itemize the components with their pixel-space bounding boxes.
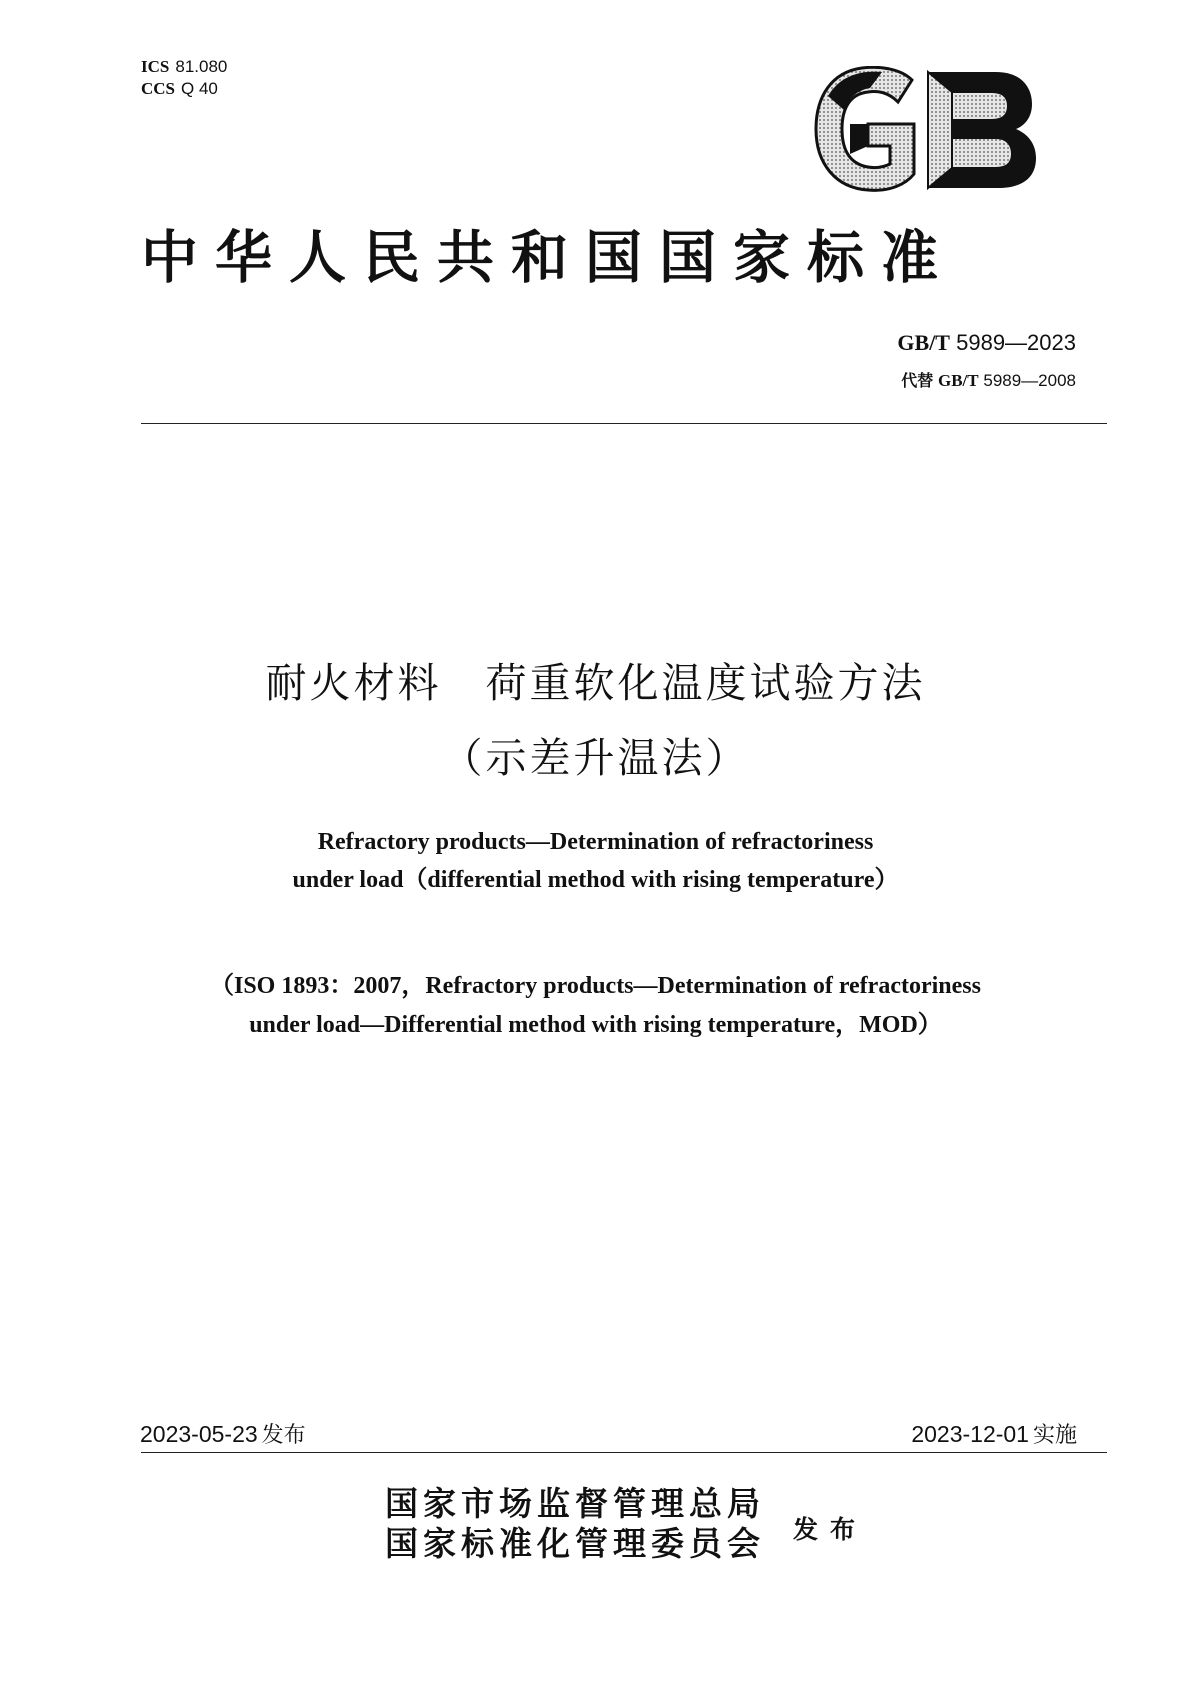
publish-label: 发布: [261, 1423, 306, 1448]
replaces-prefix: GB/T: [938, 371, 979, 390]
standard-prefix: GB/T: [897, 330, 950, 355]
implement-date: [911, 1418, 1077, 1449]
ccs-label: CCS: [141, 79, 176, 98]
publish-date-value: 2023-05-23: [140, 1421, 258, 1447]
national-standard-banner: 中华人民共和国国家标准: [141, 225, 955, 291]
title-en-line1: Refractory products—Determination of refractoriness: [317, 829, 874, 855]
ccs-code: [141, 78, 227, 100]
ccs-value: Q 40: [181, 79, 218, 98]
issuer-samr: 国家市场监督管理总局: [385, 1484, 765, 1523]
publish-date: [140, 1418, 306, 1449]
replaces-standard: [901, 368, 1076, 391]
issuing-bodies: [385, 1484, 765, 1564]
replaces-label: 代替: [901, 371, 934, 390]
standard-number: [897, 330, 1076, 356]
implement-date-value: 2023-12-01: [911, 1421, 1029, 1447]
title-zh-line2: （示差升温法）: [441, 734, 750, 782]
implement-label: 实施: [1032, 1423, 1077, 1448]
header-divider: [141, 423, 1107, 424]
issue-label: 发布: [793, 1515, 868, 1544]
ics-code: [141, 56, 227, 78]
standard-number-value: 5989—2023: [956, 330, 1076, 355]
ics-value: 81.080: [175, 57, 228, 76]
replaces-number: 5989—2008: [983, 371, 1076, 390]
title-en-line2: under load（differential method with rising temperature）: [292, 867, 899, 893]
classification-codes: [141, 56, 227, 100]
iso-note-line2: under load—Differential method with rising temperature，MOD）: [249, 1012, 942, 1038]
iso-note-line1: （ISO 1893：2007，Refractory products—Determination of refractoriness: [210, 973, 981, 999]
footer-divider: [141, 1452, 1107, 1453]
title-zh-line1: 耐火材料 荷重软化温度试验方法: [265, 659, 926, 707]
issuer-sac: 国家标准化管理委员会: [385, 1524, 765, 1563]
ics-label: ICS: [141, 57, 170, 76]
gb-standard-logo: [810, 66, 1040, 192]
